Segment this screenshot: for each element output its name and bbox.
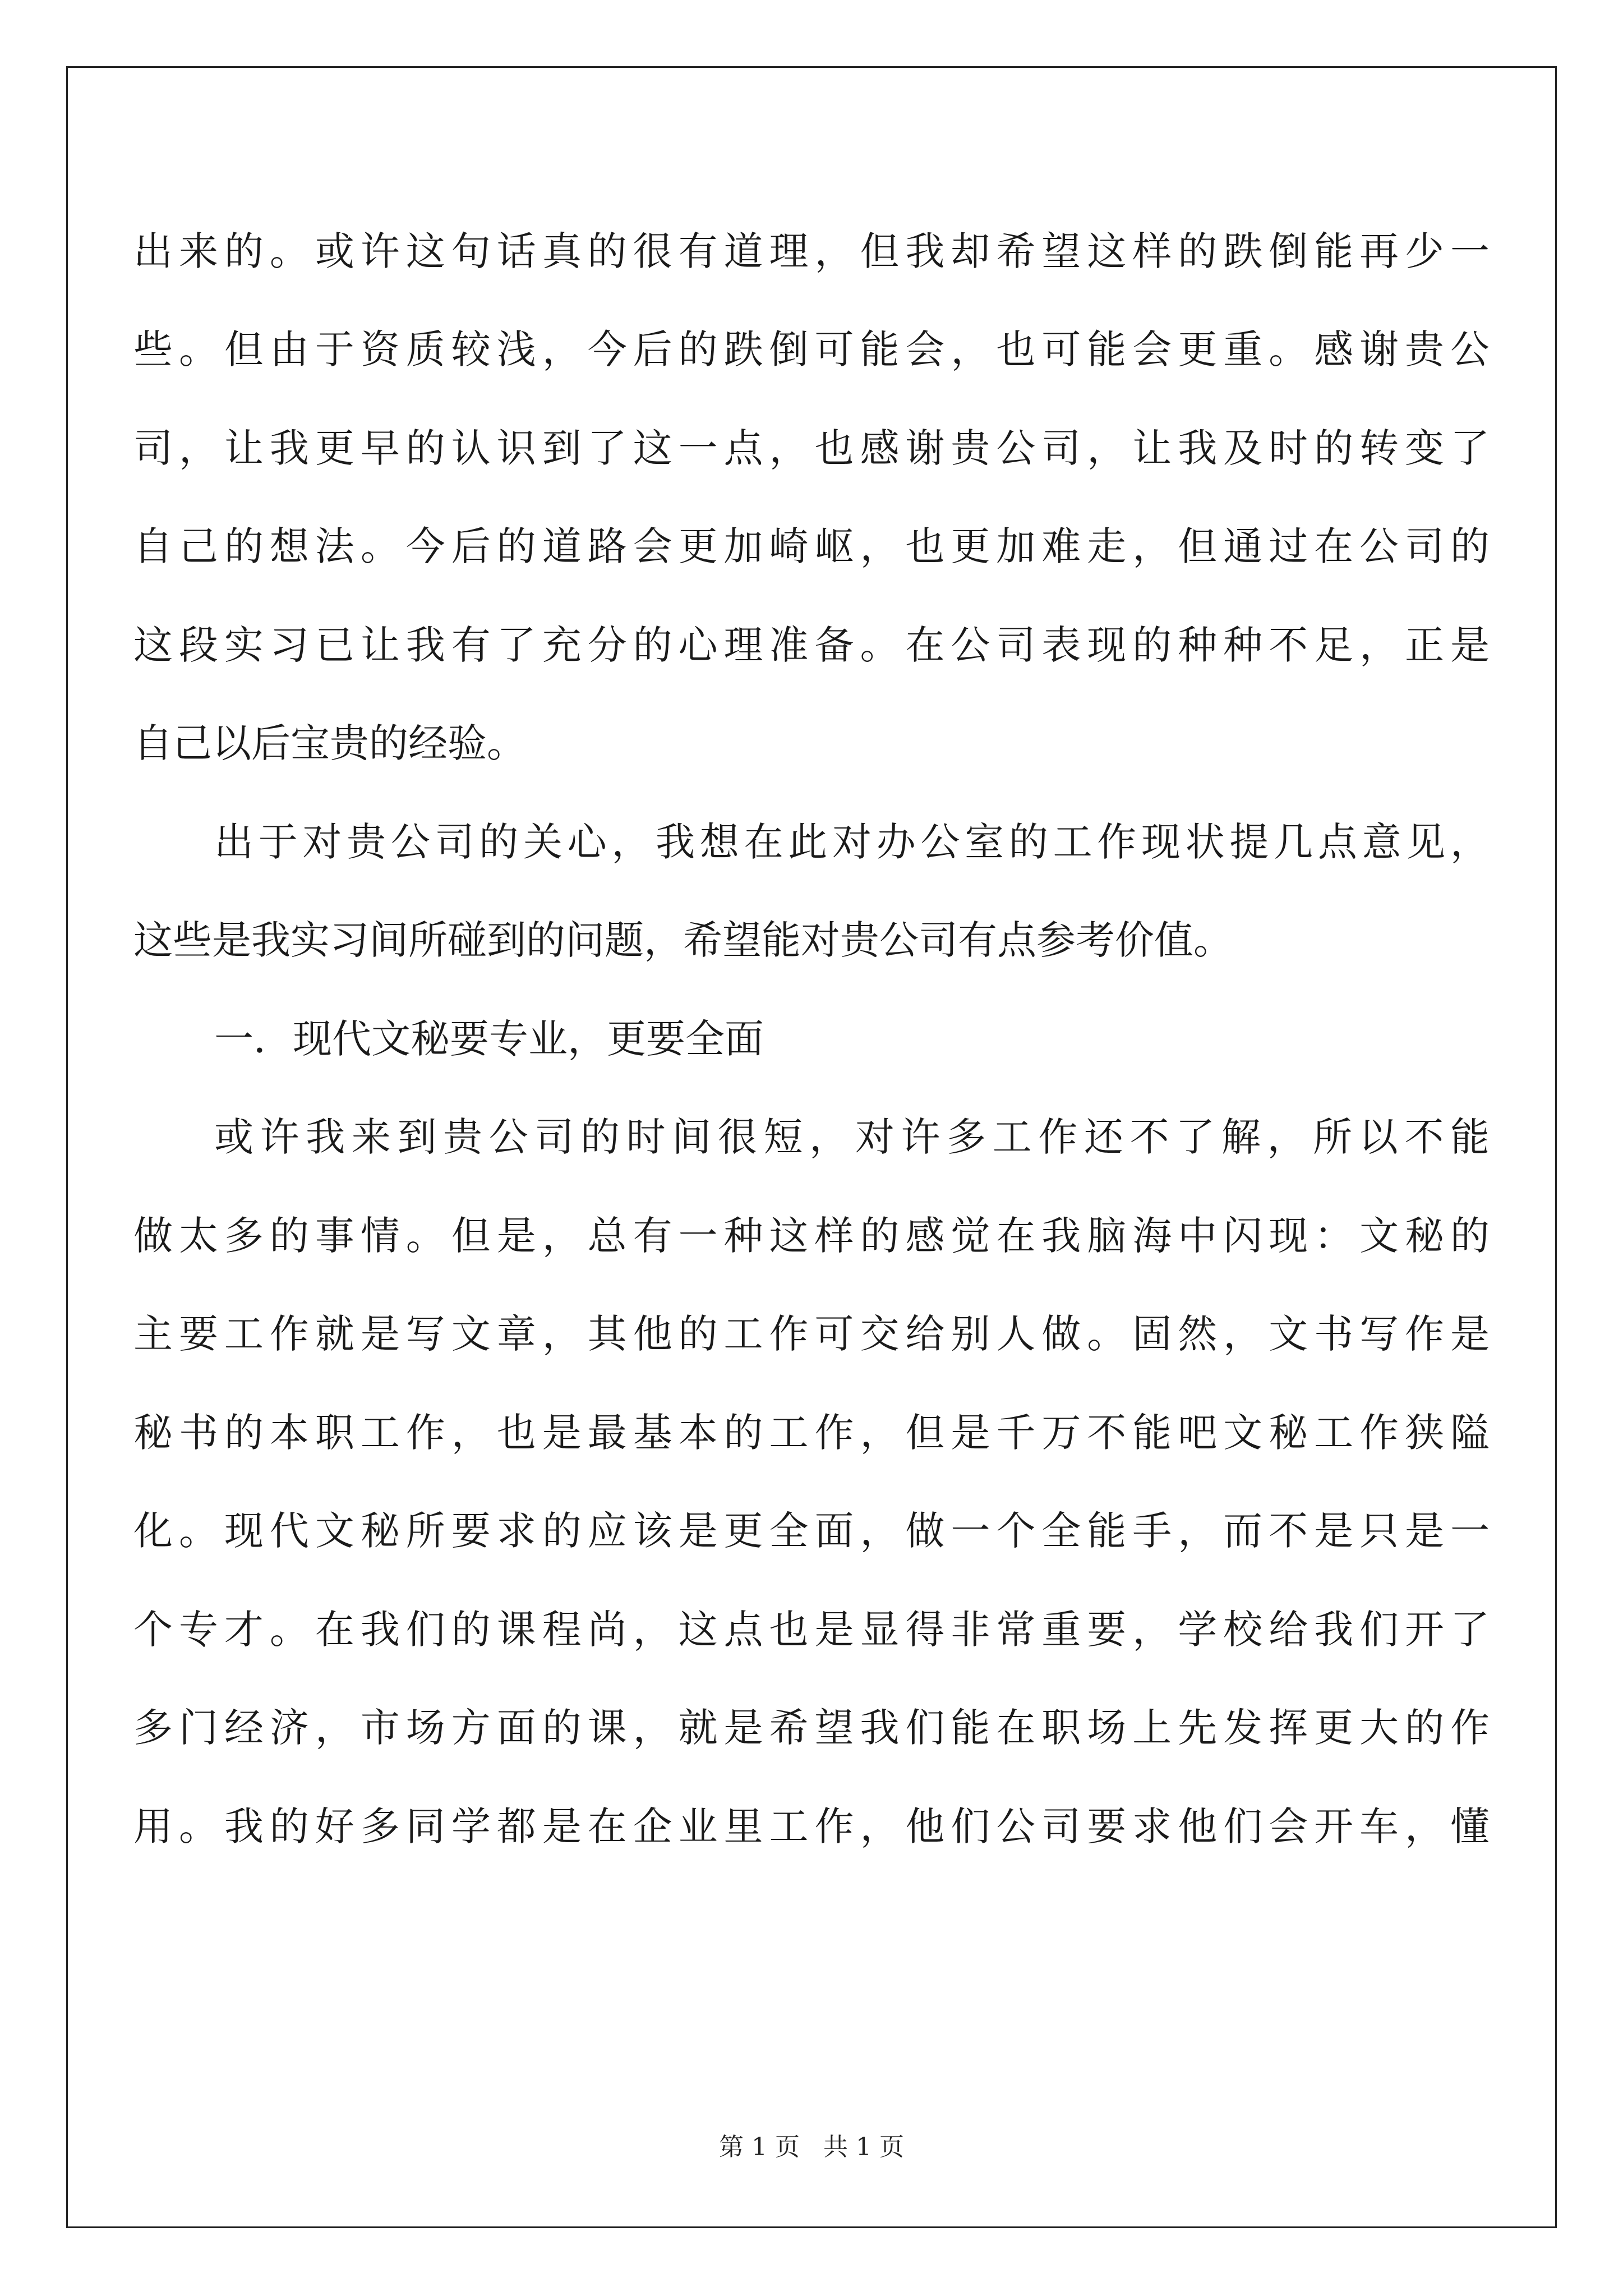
text-line: 这些是我实习间所碰到的问题，希望能对贵公司有点参考价值。	[133, 917, 1233, 963]
text-line: 些。但由于资质较浅，今后的跌倒可能会，也可能会更重。感谢贵公	[133, 326, 1490, 372]
text-line: 司，让我更早的认识到了这一点，也感谢贵公司，让我及时的转变了	[133, 425, 1490, 471]
text-line: 做太多的事情。但是，总有一种这样的感觉在我脑海中闪现：文秘的	[133, 1213, 1490, 1259]
text-line: 多门经济，市场方面的课，就是希望我们能在职场上先发挥更大的作	[133, 1705, 1490, 1751]
text-line: 个专才。在我们的课程尚，这点也是显得非常重要，学校给我们开了	[133, 1607, 1490, 1653]
text-line: 这段实习已让我有了充分的心理准备。在公司表现的种种不足，正是	[133, 622, 1490, 668]
text-line: 主要工作就是写文章，其他的工作可交给别人做。固然，文书写作是	[133, 1311, 1490, 1357]
paragraph-first-line: 或许我来到贵公司的时间很短，对许多工作还不了解，所以不能	[214, 1114, 1490, 1160]
page-number-footer: 第 1 页 共 1 页	[719, 2133, 904, 2161]
text-line: 自己的想法。今后的道路会更加崎岖，也更加难走，但通过在公司的	[133, 523, 1490, 569]
section-heading: 一．现代文秘要专业，更要全面	[214, 1016, 764, 1062]
text-line: 化。现代文秘所要求的应该是更全面，做一个全能手，而不是只是一	[133, 1508, 1490, 1554]
paragraph-first-line: 出于对贵公司的关心，我想在此对办公室的工作现状提几点意见，	[214, 819, 1490, 865]
text-line: 用。我的好多同学都是在企业里工作，他们公司要求他们会开车，懂	[133, 1803, 1490, 1849]
text-line: 出来的。或许这句话真的很有道理，但我却希望这样的跌倒能再少一	[133, 228, 1490, 274]
text-line: 自己以后宝贵的经验。	[133, 720, 526, 766]
text-line: 秘书的本职工作，也是最基本的工作，但是千万不能吧文秘工作狭隘	[133, 1410, 1490, 1456]
